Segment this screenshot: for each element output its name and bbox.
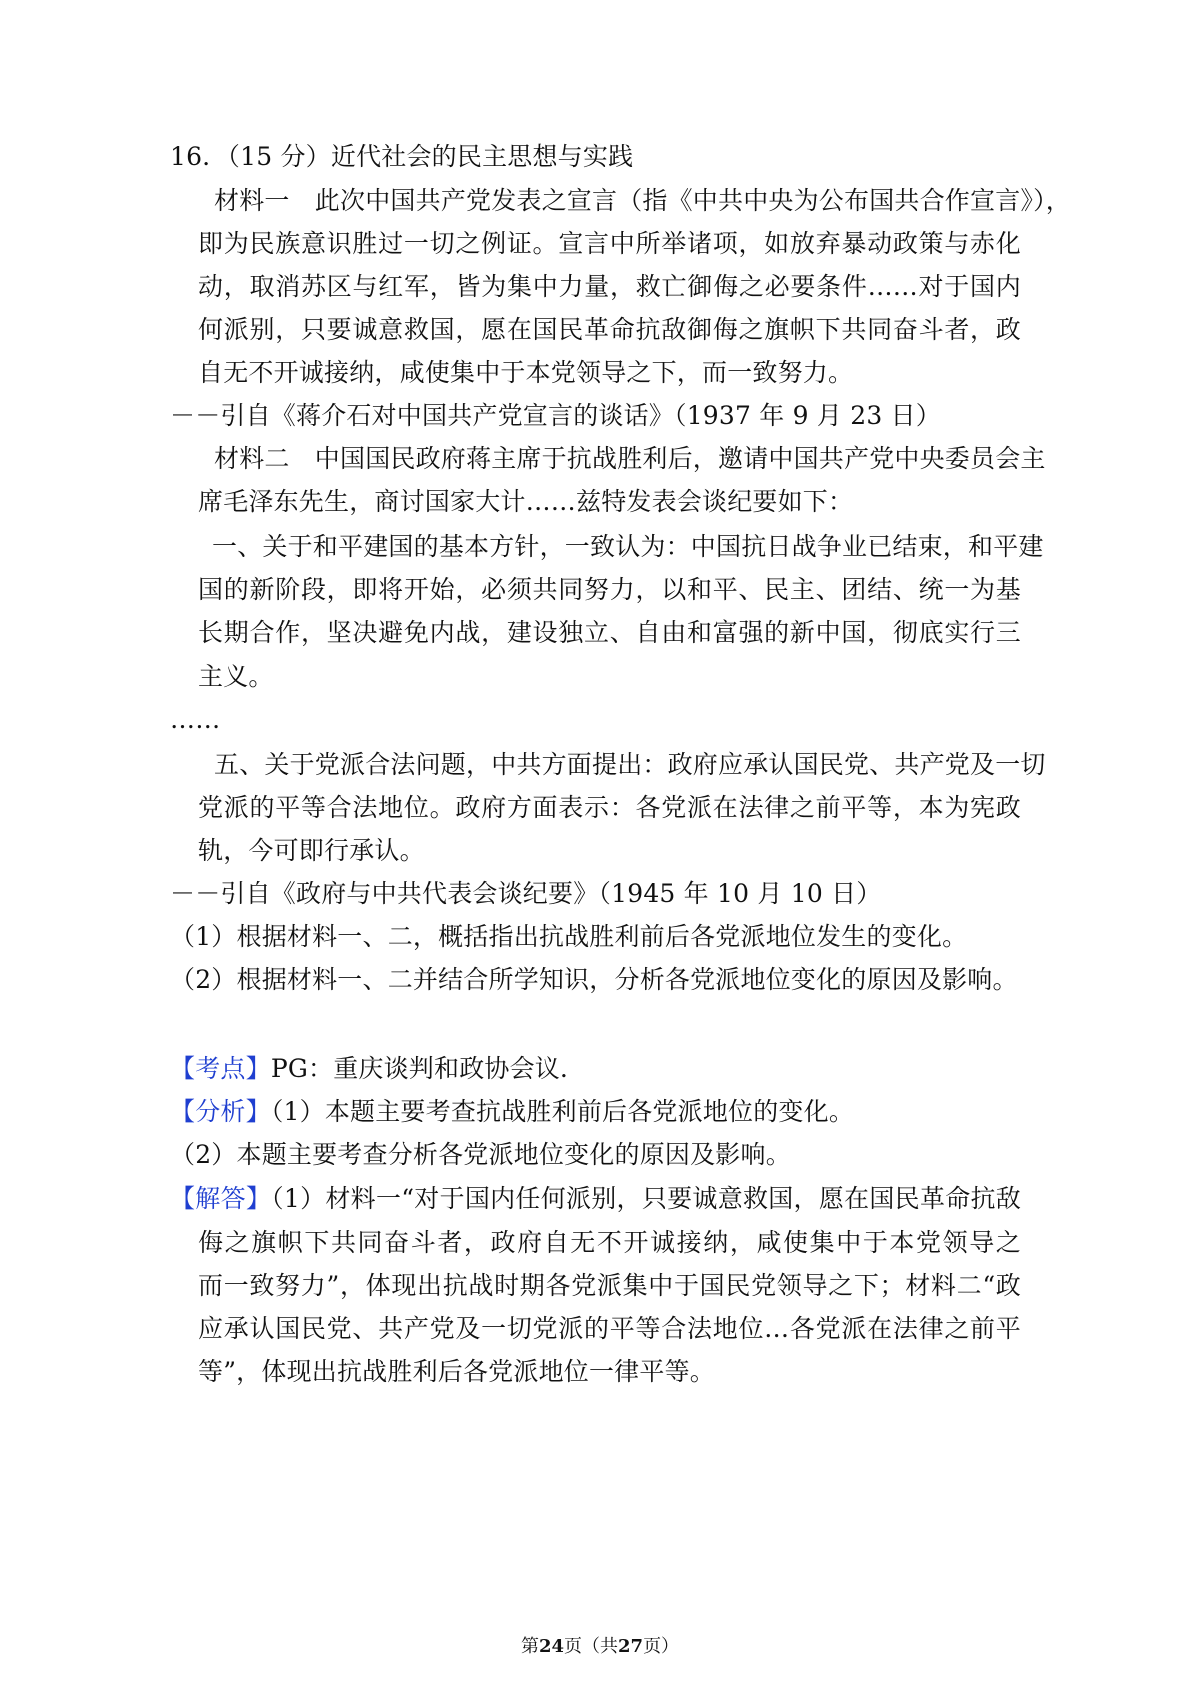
material1-source: －－引自《蒋介石对中国共产党宣言的谈话》（1937 年 9 月 23 日） — [170, 401, 941, 430]
sub-question-1: （1）根据材料一、二，概括指出抗战胜利前后各党派地位发生的变化。 — [170, 922, 968, 951]
page-footer — [0, 1635, 1200, 1659]
material2-point5-line-2: 党派的平等合法地位。政府方面表示：各党派在法律之前平等，本为宪政 — [198, 793, 1021, 822]
material2-line-2: 席毛泽东先生，商讨国家大计……兹特发表会谈纪要如下： — [198, 487, 854, 516]
fenxi-text-1: （1）本题主要考查抗战胜利前后各党派地位的变化。 — [270, 1097, 855, 1126]
material2-point1-line-2: 国的新阶段，即将开始，必须共同努力，以和平、民主、团结、统一为基 — [198, 575, 1021, 604]
fenxi-row — [170, 1095, 854, 1129]
material1-line-1: 材料一 此次中国共产党发表之宣言（指《中共中央为公布国共合作宣言》）， — [214, 186, 1072, 215]
kaodian-text: PG：重庆谈判和政协会议． — [270, 1054, 586, 1083]
kaodian-row — [170, 1052, 585, 1086]
jieda-line-5: 等”，体现出抗战胜利后各党派地位一律平等。 — [198, 1357, 715, 1386]
kaodian-tag: 【考点】 — [170, 1054, 271, 1083]
material2-point1-line-4: 主义。 — [198, 662, 274, 691]
jieda-line-3: 而一致努力”，体现出抗战时期各党派集中于国民党领导之下；材料二“政 — [198, 1271, 1021, 1300]
jieda-row — [170, 1182, 1021, 1216]
sub-question-2: （2）根据材料一、二并结合所学知识，分析各党派地位变化的原因及影响。 — [170, 965, 1018, 994]
footer-suffix: 页） — [643, 1636, 680, 1657]
material2-source: －－引自《政府与中共代表会谈纪要》（1945 年 10 月 10 日） — [170, 879, 882, 908]
footer-prefix: 第 — [520, 1636, 539, 1657]
jieda-first-line: （1）材料一“对于国内任何派别，只要诚意救国，愿在国民革命抗敌 — [271, 1184, 1021, 1213]
material2-point1-line-3: 长期合作，坚决避免内战，建设独立、自由和富强的新中国，彻底实行三 — [198, 618, 1021, 647]
jieda-line-4: 应承认国民党、共产党及一切党派的平等合法地位…各党派在法律之前平 — [198, 1314, 1021, 1343]
footer-total-pages: 27 — [618, 1636, 644, 1657]
jieda-tag: 【解答】 — [170, 1184, 272, 1213]
footer-middle: 页（共 — [564, 1636, 618, 1657]
material1-line-2: 即为民族意识胜过一切之例证。宣言中所举诸项，如放弃暴动政策与赤化 — [198, 229, 1021, 258]
question-title: 16．（15 分）近代社会的民主思想与实践 — [170, 142, 634, 171]
material1-line-3: 动，取消苏区与红军，皆为集中力量，救亡御侮之必要条件……对于国内 — [198, 272, 1021, 301]
fenxi-text-2: （2）本题主要考查分析各党派地位变化的原因及影响。 — [170, 1140, 791, 1169]
material2-point1-line-1: 一、关于和平建国的基本方针，一致认为：中国抗日战争业已结束，和平建 — [212, 532, 1044, 561]
material1-line-5: 自无不开诚接纳，咸使集中于本党领导之下，而一致努力。 — [198, 358, 854, 387]
jieda-line-2: 侮之旗帜下共同奋斗者，政府自无不开诚接纳，咸使集中于本党领导之 — [198, 1228, 1021, 1257]
fenxi-tag: 【分析】 — [170, 1097, 271, 1126]
material2-line-1: 材料二 中国国民政府蒋主席于抗战胜利后，邀请中国共产党中央委员会主 — [214, 444, 1046, 473]
material2-ellipsis: …… — [170, 705, 221, 734]
material2-point5-line-3: 轨，今可即行承认。 — [198, 836, 425, 865]
footer-page-number: 24 — [538, 1636, 564, 1657]
material1-line-4: 何派别，只要诚意救国，愿在国民革命抗敌御侮之旗帜下共同奋斗者，政 — [198, 315, 1021, 344]
material2-point5-line-1: 五、关于党派合法问题，中共方面提出：政府应承认国民党、共产党及一切 — [214, 750, 1046, 779]
